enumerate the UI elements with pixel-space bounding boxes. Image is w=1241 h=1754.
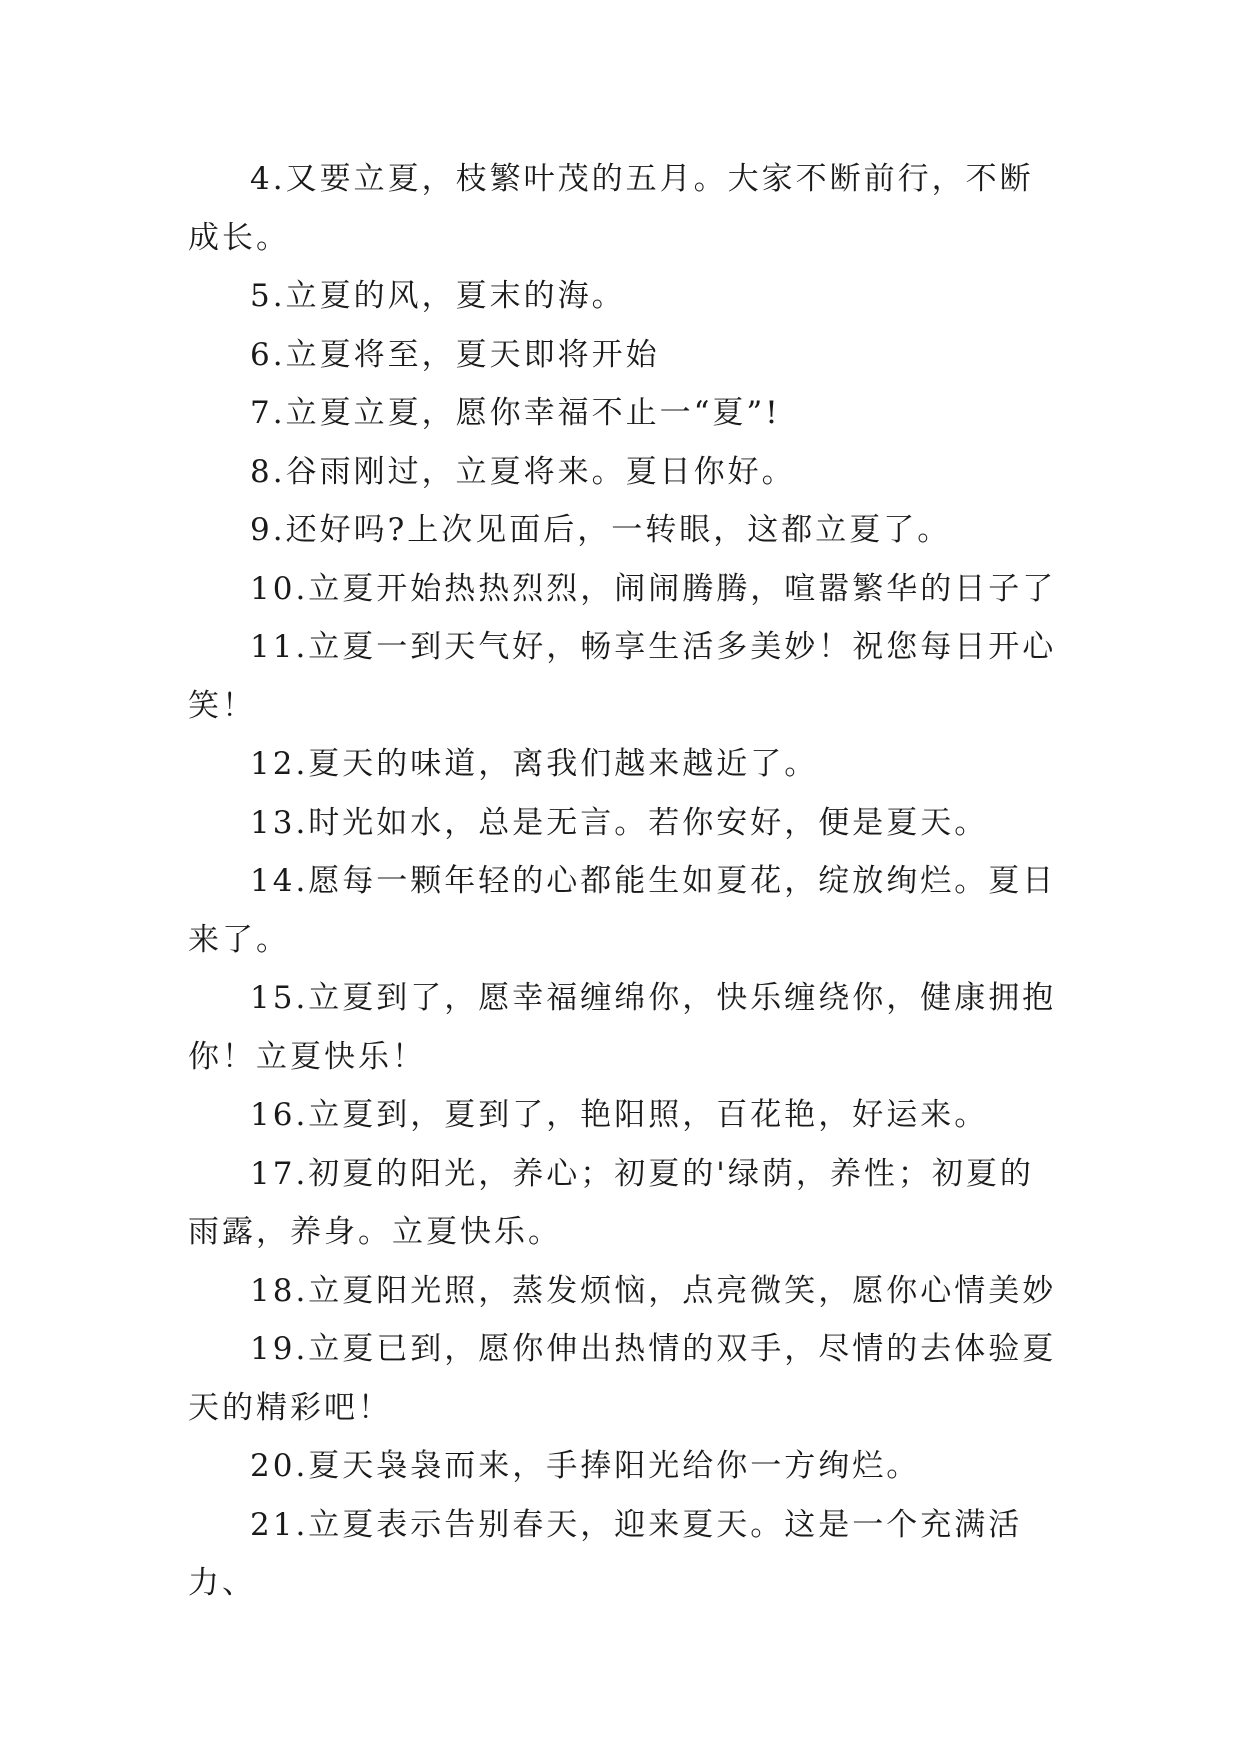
paragraph-16: 16.立夏到，夏到了，艳阳照，百花艳，好运来。 [250, 1097, 989, 1133]
paragraph-14: 14.愿每一颗年轻的心都能生如夏花，绽放绚烂。夏日来了。 [188, 863, 1057, 958]
paragraph-5: 5.立夏的风，夏末的海。 [250, 278, 626, 314]
paragraph-15: 15.立夏到了，愿幸福缠绵你，快乐缠绕你，健康拥抱你！立夏快乐！ [188, 980, 1057, 1075]
document-body [188, 150, 1058, 1613]
paragraph-10: 10.立夏开始热热烈烈，闹闹腾腾，喧嚣繁华的日子了 [250, 570, 1057, 607]
paragraph-20: 20.夏天袅袅而来，手捧阳光给你一方绚烂。 [250, 1448, 921, 1484]
paragraph-19: 19.立夏已到，愿你伸出热情的双手，尽情的去体验夏天的精彩吧！ [188, 1331, 1057, 1426]
paragraph-8: 8.谷雨刚过，立夏将来。夏日你好。 [250, 453, 796, 490]
paragraph-12: 12.夏天的味道，离我们越来越近了。 [250, 746, 819, 782]
paragraph-21: 21.立夏表示告别春天，迎来夏天。这是一个充满活力、 [188, 1506, 1023, 1601]
paragraph-7: 7.立夏立夏，愿你幸福不止一“夏”! [250, 395, 781, 431]
paragraph-13: 13.时光如水，总是无言。若你安好，便是夏天。 [250, 804, 989, 841]
paragraph-6: 6.立夏将至，夏天即将开始 [250, 336, 660, 373]
paragraph-9: 9.还好吗?上次见面后，一转眼，这都立夏了。 [250, 512, 952, 548]
paragraph-4: 4.又要立夏，枝繁叶茂的五月。大家不断前行，不断成长。 [188, 161, 1034, 256]
paragraph-11: 11.立夏一到天气好，畅享生活多美妙！祝您每日开心笑！ [188, 629, 1057, 724]
paragraph-18: 18.立夏阳光照，蒸发烦恼，点亮微笑，愿你心情美妙 [250, 1272, 1057, 1309]
paragraph-17: 17.初夏的阳光，养心；初夏的'绿荫，养性；初夏的雨露，养身。立夏快乐。 [188, 1155, 1034, 1250]
